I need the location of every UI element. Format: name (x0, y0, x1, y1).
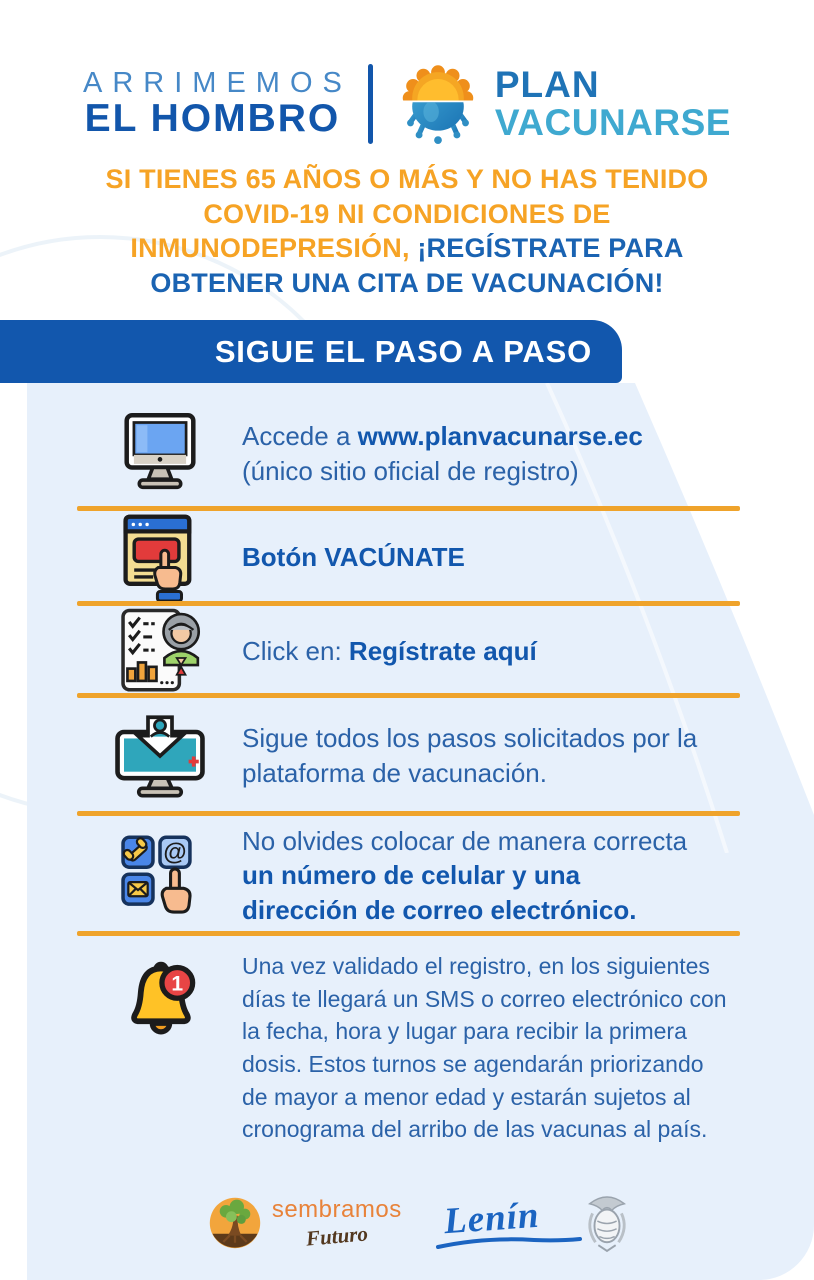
ecuador-coat-of-arms-icon (581, 1192, 633, 1254)
sembramos-futuro-logo (208, 1196, 402, 1250)
headline-line4: OBTENER UNA CITA DE VACUNACIÓN! (150, 267, 664, 298)
brand-divider (368, 64, 373, 144)
desktop-computer-icon (115, 410, 205, 498)
orange-divider (77, 693, 740, 698)
headline-line3: INMUNODEPRESIÓN, ¡REGÍSTRATE PARA (130, 233, 684, 264)
campaign-line1: ARRIMEMOS (83, 66, 352, 99)
vaccination-platform-monitor-icon (112, 713, 208, 799)
step-text: No olvides colocar de manera correcta un número de celular y una dirección de correo electrónico. (242, 825, 688, 925)
headline (28, 162, 786, 300)
headline-line1: SI TIENES 65 AÑOS O MÁS Y NO HAS TENIDO (105, 164, 709, 194)
step-row-6 (77, 948, 774, 1158)
futuro-label: Futuro (304, 1220, 369, 1251)
campaign-line2: EL HOMBRO (84, 97, 341, 141)
sembramos-label: sembramos (271, 1195, 402, 1223)
step-row-4 (77, 701, 774, 811)
steps-panel (27, 383, 814, 1280)
step-text: Una vez validado el registro, en los siguientes días te llegará un SMS o correo electrónico con la fecha, hora y lugar para recibir la primera dosis. Estos turnos se agendarán priorizando de mayor a menor edad y estarán sujetos al cronograma del arribo de las vacunas al país. (242, 953, 727, 1143)
phone-email-contact-icon (116, 830, 204, 922)
tree-icon (208, 1196, 262, 1250)
campaign-name (83, 66, 352, 141)
badge-count: 1 (170, 972, 183, 996)
step-row-3 (77, 609, 774, 693)
registration-form-icon (116, 607, 204, 695)
step-text: Accede a www.planvacunarse.ec (único sitio oficial de registro) (242, 421, 643, 486)
step-row-5 (77, 820, 774, 931)
orange-divider (77, 811, 740, 816)
lenin-signature: Lenín (438, 1197, 545, 1250)
signature-underline (434, 1236, 584, 1250)
step-banner (0, 320, 622, 383)
headline-line2: COVID-19 NI CONDICIONES DE (203, 198, 611, 229)
step-text: Botón VACÚNATE (242, 542, 465, 573)
program-line2: VACUNARSE (494, 101, 731, 143)
site-url: www.planvacunarse.ec (357, 421, 643, 452)
vaccinate-button-click-icon (117, 512, 203, 604)
orange-divider (77, 601, 740, 606)
step-banner-label: SIGUE EL PASO A PASO (214, 333, 592, 369)
program-name (494, 63, 731, 143)
orange-divider (77, 931, 740, 936)
svg-text:@: @ (162, 838, 187, 866)
header-logo-block (0, 58, 814, 150)
orange-divider (77, 506, 740, 511)
notification-bell-icon (112, 956, 208, 1052)
step-row-2 (77, 514, 774, 601)
step-text: Sigue todos los pasos solicitados por la plataforma de vacunación. (242, 723, 698, 788)
sun-virus-icon (395, 58, 481, 150)
step-row-1 (77, 401, 774, 507)
footer-logos (27, 1178, 814, 1268)
program-line1: PLAN (494, 63, 600, 105)
step-text: Click en: Regístrate aquí (242, 635, 537, 666)
